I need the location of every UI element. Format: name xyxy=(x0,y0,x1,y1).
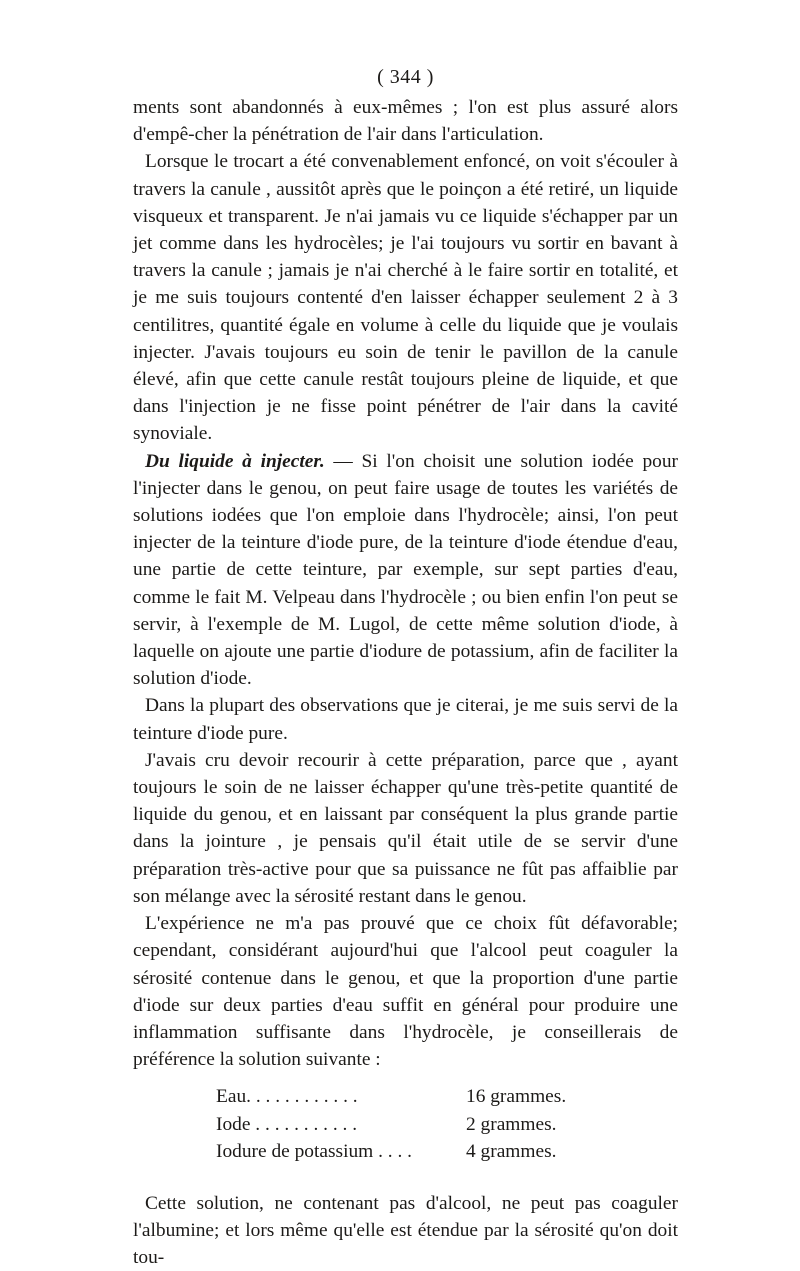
paragraph-continuation xyxy=(133,94,678,148)
recipe-list xyxy=(216,1083,586,1166)
paragraph-text: ments sont abandonnés à eux-mêmes ; l'on est plus assuré alors d'empê-cher la pénétration de l'air dans l'articulation. xyxy=(133,97,678,146)
paragraph-trocart xyxy=(133,148,678,447)
recipe-ingredient: Eau. . . . . . . . . . . . xyxy=(216,1086,358,1108)
recipe-row xyxy=(216,1111,586,1139)
paragraph-experience xyxy=(133,910,678,1073)
recipe-quantity: 16 grammes. xyxy=(466,1086,567,1108)
paragraph-preparation xyxy=(133,747,678,910)
recipe-ingredient: Iodure de potassium . . . . xyxy=(216,1141,413,1163)
paragraph-text: Dans la plupart des observations que je citerai, je me suis servi de la teinture d'iode pure. xyxy=(133,695,678,744)
paragraph-text: Lorsque le trocart a été convenablement enfoncé, on voit s'écouler à travers la canule , aussitôt après que le poinçon a été retiré, un liquide visqueux et transparent. Je n'ai jamais vu ce liquide s'échapper par un jet comme dans les hydrocèles; je l'ai toujours vu sortir en bavant à travers la canule ; jamais je n'ai cherché à le faire sortir en totalité, et je me suis toujours contenté d'en laisser échapper seulement 2 à 3 centilitres, quantité égale en volume à celle du liquide que je voulais injecter. J'avais toujours eu soin de tenir le pavillon de la canule élevé, afin que cette canule restât toujours pleine de liquide, et que dans l'injection je ne fisse point pénétrer de l'air dans la cavité synoviale. xyxy=(133,151,678,445)
recipe-quantity: 2 grammes. xyxy=(466,1113,557,1135)
paragraph-text: — Si l'on choisit une solution iodée pour l'injecter dans le genou, on peut faire usage de toutes les variétés de solutions iodées que l'on emploie dans l'hydrocèle; ainsi, l'on peut injecter de la teinture d'iode pure, de la teinture d'iode étendue d'eau, une partie de cette teinture, par exemple, sur sept parties d'eau, comme le fait M. Velpeau dans l'hydrocèle ; ou bien enfin l'on peut se servir, à l'exemple de M. Lugol, de cette même solution d'iode, à laquelle on ajoute une partie d'iodure de potassium, afin de faciliter la solution d'iode. xyxy=(133,450,679,690)
section-lead-heading: Du liquide à injecter. xyxy=(145,450,325,472)
recipe-row xyxy=(216,1138,586,1166)
paragraph-text: J'avais cru devoir recourir à cette préparation, parce que , ayant toujours le soin de ne laisser échapper qu'une très-petite quantité de liquide du genou, et en laissant par conséquent la plus grande partie dans la jointure , je pensais qu'il était utile de se servir d'une préparation très-active pour que sa puissance ne fût pas affaiblie par son mélange avec la sérosité restant dans le genou. xyxy=(133,749,678,907)
paragraph-text: L'expérience ne m'a pas prouvé que ce choix fût défavorable; cependant, considérant aujourd'hui que l'alcool peut coaguler la sérosité contenue dans le genou, et que la proportion d'une partie d'iode sur deux parties d'eau suffit en général pour produire une inflammation suffisante dans l'hydrocèle, je conseillerais de préférence la solution suivante : xyxy=(133,913,678,1071)
paragraph-liquide-a-injecter xyxy=(133,448,678,693)
recipe-ingredient: Iode . . . . . . . . . . . xyxy=(216,1113,358,1135)
paragraph-closing xyxy=(133,1190,678,1271)
page-number: ( 344 ) xyxy=(377,66,434,88)
paragraph-text: Cette solution, ne contenant pas d'alcool, ne peut pas coaguler l'albumine; et lors même qu'elle est étendue par la sérosité qu'on doit tou- xyxy=(133,1192,678,1269)
recipe-quantity: 4 grammes. xyxy=(466,1141,557,1163)
recipe-row xyxy=(216,1083,586,1111)
book-page xyxy=(133,62,678,1271)
paragraph-teinture-pure xyxy=(133,692,678,746)
